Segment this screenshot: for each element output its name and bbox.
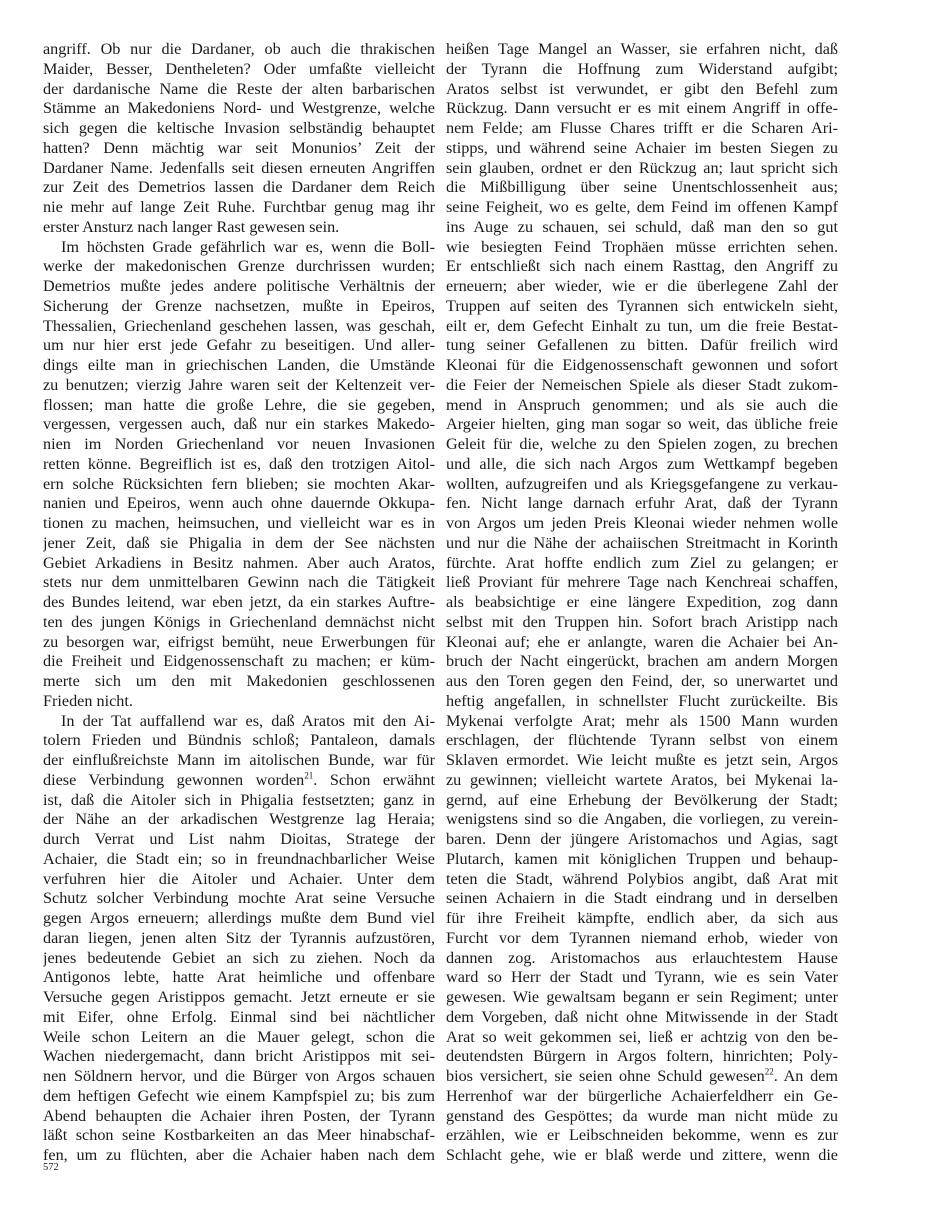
- text-line: tolern Frieden und Bündnis schloß; Pantaleon, damals: [43, 731, 435, 750]
- paragraph: [446, 40, 838, 1166]
- text-line: fen, um zu flüchten, aber die Achaier haben nach dem: [43, 1146, 435, 1164]
- text-line: bruch der Nacht eingerückt, brachen am andern Morgen: [446, 652, 838, 671]
- text-line: angriff. Ob nur die Dardaner, ob auch die thrakischen: [43, 40, 435, 58]
- text-line: gewesen. Wie gewaltsam begann er sein Regiment; unter: [446, 988, 838, 1006]
- text-line: Arat so weit gekommen sei, ließ er achtzig von den be-: [446, 1027, 838, 1046]
- text-line: erster Ansturz nach langer Rast gewesen sein.: [43, 217, 340, 236]
- text-line: bios versichert, sie seien ohne Schuld gewesen$^{22}$. An dem: [446, 1067, 838, 1085]
- text-line: mend in Anspruch genommen; und als sie auch die: [446, 395, 838, 414]
- text-line: dem heftigen Gefecht wie einem Kampfspiel zu; bis zum: [43, 1086, 435, 1105]
- text-line: der Nähe an der arkadischen Westgrenze lag Heraia;: [43, 810, 435, 829]
- text-line: die Freiheit und Eidgenossenschaft zu machen; er küm-: [43, 652, 435, 671]
- text-line: baren. Denn der jüngere Aristomachos und Agias, sagt: [446, 830, 838, 848]
- text-line: Truppen auf seiten des Tyrannen sich entwickeln sieht,: [446, 296, 838, 315]
- text-line: Thessalien, Griechenland geschehen lassen, was geschah,: [43, 316, 435, 335]
- paragraph: [43, 238, 435, 712]
- text-line: zur Zeit des Demetrios lassen die Dardaner dem Reich: [43, 178, 435, 197]
- text-line: und alle, die sich nach Argos zum Wettkampf begeben: [446, 454, 838, 473]
- text-line: Versuche gegen Aristippos gemacht. Jetzt erneute er sie: [43, 988, 435, 1006]
- text-line: Frieden nicht.: [43, 691, 133, 710]
- text-line: mit Eifer, ohne Erfolg. Einmal sind bei nächtlicher: [43, 1007, 435, 1026]
- text-line: Sklaven ermordet. Wie leicht mußte es jetzt sein, Argos: [446, 751, 838, 769]
- text-line: aus den Toren gegen den Feind, der, so unerwartet und: [446, 672, 838, 690]
- text-line: sich gegen die keltische Invasion selbständig behauptet: [43, 119, 435, 137]
- paragraph: [43, 712, 435, 1166]
- footnote-marker: 22: [764, 1067, 774, 1077]
- text-line: nen Söldnern hervor, und die Bürger von Argos schauen: [43, 1067, 435, 1085]
- text-line: fürchte. Arat hoffte endlich zum Ziel zu gelangen; er: [446, 553, 838, 572]
- text-line: ließ Proviant für mehrere Tage nach Kenchreai schaffen,: [446, 573, 838, 592]
- text-line: des Bundes leitend, war eben jetzt, da ein starkes Auftre-: [43, 593, 435, 611]
- text-line: Antigonos lebte, hatte Arat heimliche und offenbare: [43, 968, 435, 987]
- text-line: dem Vorgeben, daß nicht ohne Mitwissende in der Stadt: [446, 1007, 838, 1026]
- text-line: zu benutzen; vierzig Jahre waren seit der Keltenzeit ver-: [43, 375, 435, 394]
- text-line: von Argos um jeden Preis Kleonai wieder nehmen wolle: [446, 514, 838, 532]
- text-line: dings eilte man in griechischen Landen, die Umstände: [43, 356, 435, 374]
- text-line: tung seiner Gefallenen zu bitten. Dafür freilich wird: [446, 336, 838, 355]
- text-line: dannen zog. Aristomachos aus erlauchtestem Hause: [446, 948, 838, 967]
- left-column: [43, 40, 435, 1166]
- text-line: Schutz solcher Verbindung mochte Arat seine Versuche: [43, 889, 435, 908]
- text-line: Herrenhof war der bürgerliche Achaierfeldherr ein Ge-: [446, 1086, 838, 1105]
- paragraph: [43, 40, 435, 238]
- text-line: eilt er, dem Gefecht Einhalt zu tun, um die freie Bestat-: [446, 316, 838, 335]
- text-line: erzählen, wie er Leibschneiden bekomme, wenn es zur: [446, 1126, 838, 1145]
- text-line: Argeier hielten, ging man sogar so weit, das übliche freie: [446, 415, 838, 434]
- text-line: wollten, aufzugreifen und als Kriegsgefangene zu verkau-: [446, 474, 838, 493]
- text-line: ist, daß die Aitoler sich in Phigalia festsetzten; ganz in: [43, 790, 435, 809]
- text-line: merte sich um den mit Makedonien geschlossenen: [43, 672, 435, 690]
- text-line: gegen Argos erneuern; allerdings mußte dem Bund viel: [43, 909, 435, 927]
- text-line: nanien und Epeiros, wenn auch ohne dauernde Okkupa-: [43, 494, 435, 513]
- text-line: nie mehr auf lange Zeit Ruhe. Furchtbar genug mag ihr: [43, 198, 435, 216]
- text-line: jenes bedeutende Gebiet an sich zu ziehen. Noch da: [43, 948, 435, 967]
- text-line: Gebiet Arkadiens in Besitz nahmen. Aber auch Aratos,: [43, 553, 435, 572]
- text-line: ern solche Rücksichten fern blieben; sie mochten Akar-: [43, 474, 435, 493]
- text-line: seine Feigheit, wo es gelte, dem Feind im offenen Kampf: [446, 198, 838, 216]
- text-line: genstand des Gespöttes; da wurde man nicht müde zu: [446, 1106, 838, 1125]
- text-line: nien im Norden Griechenland vor neuen Invasionen: [43, 435, 435, 453]
- text-line: jener Zeit, daß sie Phigalia in dem der See nächsten: [43, 533, 435, 552]
- footnote-marker: 21: [304, 770, 314, 781]
- text-line: für ihre Freiheit kämpfte, endlich aber, da sich aus: [446, 909, 838, 927]
- text-line: Demetrios mußte jedes andere politische Verhältnis der: [43, 277, 435, 295]
- page-number: 572: [43, 1162, 59, 1173]
- text-line: um nur hier erst jede Gefahr zu beseitigen. Und aller-: [43, 336, 435, 355]
- text-line: Geleit für die, welche zu den Spielen zogen, zu brechen: [446, 435, 838, 453]
- text-line: zu gewinnen; vielleicht wartete Aratos, bei Mykenai la-: [446, 770, 838, 789]
- text-line: als beabsichtige er eine längere Expedition, zog dann: [446, 593, 838, 611]
- text-line: Rückzug. Dann versucht er es mit einem Angriff in offe-: [446, 99, 838, 118]
- text-line: In der Tat auffallend war es, daß Aratos mit den Ai-: [61, 711, 435, 730]
- text-line: die Mißbilligung über seine Unentschlossenheit aus;: [446, 178, 838, 197]
- text-line: seinen Achaiern in die Stadt eindrang und in derselben: [446, 889, 838, 908]
- text-line: Plutarch, kamen mit königlichen Truppen und behaup-: [446, 849, 838, 868]
- text-line: wie besiegten Feind Trophäen müsse errichten sehen.: [446, 237, 838, 256]
- text-line: Sicherung der Grenze nachsetzen, mußte in Epeiros,: [43, 296, 435, 315]
- text-line: stets nur dem unmittelbaren Gewinn nach die Tätigkeit: [43, 573, 435, 592]
- text-line: Weile schon Leitern an die Mauer gelegt, schon die: [43, 1027, 435, 1046]
- text-line: diese Verbindung gewonnen worden$^{21}$. Schon erwähnt: [43, 770, 435, 789]
- text-line: Maider, Besser, Dentheleten? Oder umfaßte vielleicht: [43, 59, 435, 78]
- text-line: selbst mit den Truppen hin. Sofort brach Aristipp nach: [446, 612, 838, 631]
- text-line: der Tyrann die Hoffnung zum Widerstand aufgibt;: [446, 59, 838, 78]
- text-line: Wachen niedergemacht, dann bricht Aristippos mit sei-: [43, 1047, 435, 1066]
- text-line: die Feier der Nemeischen Spiele als dieser Stadt zukom-: [446, 375, 838, 394]
- text-line: und nur die Nähe der achaiischen Streitmacht in Korinth: [446, 533, 838, 552]
- text-line: retten könne. Begreiflich ist es, daß den trotzigen Aitol-: [43, 454, 435, 473]
- text-line: Schlacht gehe, wie er blaß werde und zittere, wenn die: [446, 1146, 838, 1164]
- text-line: Kleonai auf; ehe er anlangte, waren die Achaier bei An-: [446, 632, 838, 651]
- text-line: der einflußreichste Mann im aitolischen Bunde, war für: [43, 751, 435, 769]
- text-line: durch Verrat und List nahm Dioitas, Stratege der: [43, 830, 435, 848]
- text-line: teten die Stadt, während Polybios angibt, daß Arat mit: [446, 869, 838, 888]
- text-line: ward so Herr der Stadt und Tyrann, wie es sein Vater: [446, 968, 838, 987]
- text-line: fen. Nicht lange darnach erfuhr Arat, daß der Tyrann: [446, 494, 838, 513]
- right-column: [446, 40, 838, 1166]
- text-line: Furcht vor dem Tyrannen niemand erhob, wieder von: [446, 928, 838, 947]
- text-line: Aratos selbst ist verwundet, er gibt den Befehl zum: [446, 79, 838, 98]
- text-line: heftig angefallen, in schnellster Flucht zurückeilte. Bis: [446, 691, 838, 710]
- text-line: erschlagen, der flüchtende Tyrann selbst von einem: [446, 731, 838, 750]
- text-line: daran liegen, jenen alten Sitz der Tyrannis aufzustören,: [43, 928, 435, 947]
- text-line: Kleonai für die Eidgenossenschaft gewonnen und sofort: [446, 356, 838, 374]
- text-line: deutendsten Bürgern in Argos foltern, hinrichten; Poly-: [446, 1047, 838, 1066]
- text-line: flossen; man hatte die große Lehre, die sie gegeben,: [43, 395, 435, 414]
- text-line: ten des jungen Königs in Griechenland demnächst nicht: [43, 612, 435, 631]
- text-line: läßt schon seine Kostbarkeiten an das Meer hinabschaf-: [43, 1126, 435, 1145]
- text-line: tionen zu machen, heimsuchen, und vielleicht war es in: [43, 514, 435, 532]
- text-line: der dardanische Name die Reste der alten barbarischen: [43, 79, 435, 98]
- text-line: wenigstens sind so die Angaben, die vorliegen, zu verein-: [446, 810, 838, 829]
- text-line: Mykenai verfolgte Arat; mehr als 1500 Mann wurden: [446, 711, 838, 730]
- text-line: erneuern; aber wieder, wie er die überlegene Zahl der: [446, 277, 838, 295]
- text-line: Stämme an Makedoniens Nord- und Westgrenze, welche: [43, 99, 435, 118]
- text-line: Achaier, die Stadt ein; so in freundnachbarlicher Weise: [43, 849, 435, 868]
- text-line: stipps, und während seine Achaier im besten Siegen zu: [446, 138, 838, 157]
- text-line: zu besorgen war, eifrigst bemüht, neue Erwerbungen für: [43, 632, 435, 651]
- text-line: Abend behaupten die Achaier ihren Posten, der Tyrann: [43, 1106, 435, 1125]
- text-line: Dardaner Name. Jedenfalls seit diesen erneuten Angriffen: [43, 158, 435, 177]
- text-line: gernd, auf eine Erhebung der Bevölkerung der Stadt;: [446, 790, 838, 809]
- text-line: sein glauben, ordnet er den Rückzug an; laut spricht sich: [446, 158, 838, 177]
- text-line: heißen Tage Mangel an Wasser, sie erfahren nicht, daß: [446, 40, 838, 58]
- text-line: werke der makedonischen Grenze durchrissen wurden;: [43, 257, 435, 276]
- text-line: hatten? Denn mächtig war seit Monunios’ Zeit der: [43, 138, 435, 157]
- text-line: nem Felde; am Flusse Chares trifft er die Scharen Ari-: [446, 119, 838, 137]
- text-line: Im höchsten Grade gefährlich war es, wenn die Boll-: [61, 237, 435, 256]
- text-line: Er entschließt sich nach einem Rasttag, den Angriff zu: [446, 257, 838, 276]
- text-line: verfuhren hier die Aitoler und Achaier. Unter dem: [43, 869, 435, 888]
- text-line: vergessen, vergessen auch, daß nur ein starkes Makedo-: [43, 415, 435, 434]
- text-line: ins Auge zu schauen, sei schuld, daß man den so gut: [446, 217, 838, 236]
